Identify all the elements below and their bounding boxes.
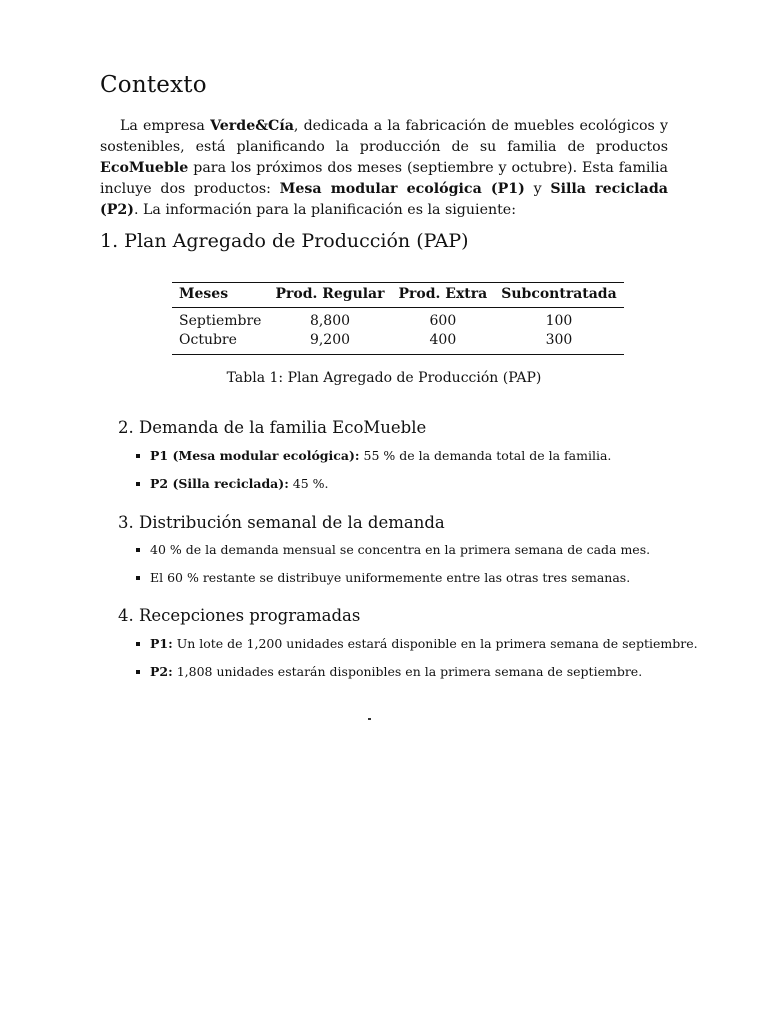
page-title: Contexto xyxy=(100,72,207,98)
item-text: 1,808 unidades estarán disponibles en la primera semana de septiembre. xyxy=(172,664,643,679)
stray-mark xyxy=(368,718,371,720)
table-header-row xyxy=(172,283,624,308)
item-label: P1 (Mesa modular ecológica): xyxy=(150,448,360,463)
table-header-cell: Prod. Extra xyxy=(392,283,495,308)
table-cell: 400 xyxy=(392,331,495,355)
item-label: P2 (Silla reciclada): xyxy=(150,476,289,491)
product-1-name: Mesa modular ecológica (P1) xyxy=(279,181,525,197)
product-2-name: Silla reciclada (P2) xyxy=(100,181,668,218)
intro-text-3: para los próximos dos meses (septiembre y octubre). Esta familia incluye dos productos: xyxy=(100,160,668,197)
list-item xyxy=(130,447,611,475)
item-text: 45 %. xyxy=(288,476,329,491)
table-row xyxy=(172,308,624,332)
intro-paragraph xyxy=(100,116,668,221)
section-2-heading: 2. Demanda de la familia EcoMueble xyxy=(118,418,427,437)
intro-text-2: , dedicada a la fabricación de muebles ecológicos y sostenibles, está planificando la producción de su familia de productos xyxy=(100,118,669,155)
item-text: 40 % de la demanda mensual se concentra en la primera semana de cada mes. xyxy=(150,542,651,557)
section-3-list xyxy=(130,541,650,597)
section-4-heading: 4. Recepciones programadas xyxy=(118,606,361,625)
item-label: P1: xyxy=(150,636,173,651)
section-4-list xyxy=(130,635,698,691)
table-header-cell: Meses xyxy=(172,283,268,308)
table-cell: Octubre xyxy=(172,331,268,355)
list-item xyxy=(130,663,698,691)
table-header-cell: Subcontratada xyxy=(494,283,623,308)
table-cell: 300 xyxy=(494,331,623,355)
table-cell: 9,200 xyxy=(268,331,391,355)
item-text: 55 % de la demanda total de la familia. xyxy=(359,448,612,463)
section-1-heading: 1. Plan Agregado de Producción (PAP) xyxy=(100,230,469,252)
section-3-heading: 3. Distribución semanal de la demanda xyxy=(118,513,445,532)
table-cell: 100 xyxy=(545,313,573,329)
item-text: Un lote de 1,200 unidades estará disponible en la primera semana de septiembre. xyxy=(172,636,698,651)
table-row xyxy=(172,331,624,355)
list-item xyxy=(130,569,650,597)
family-name: EcoMueble xyxy=(100,160,189,176)
table-cell: 600 xyxy=(429,313,457,329)
table-header-cell: Prod. Regular xyxy=(268,283,391,308)
table-caption: Tabla 1: Plan Agregado de Producción (PAP) xyxy=(226,370,542,386)
list-item xyxy=(130,475,611,503)
table-cell: Septiembre xyxy=(179,313,262,329)
section-2-list xyxy=(130,447,611,503)
pap-table xyxy=(172,282,624,355)
list-item xyxy=(130,541,650,569)
list-item xyxy=(130,635,698,663)
table-cell: 8,800 xyxy=(309,313,351,329)
intro-text-1: La empresa xyxy=(120,118,211,134)
intro-text-4: y xyxy=(524,181,551,197)
intro-text-5: . La información para la planificación es la siguiente: xyxy=(133,202,516,218)
item-text: El 60 % restante se distribuye uniformemente entre las otras tres semanas. xyxy=(150,570,631,585)
item-label: P2: xyxy=(150,664,173,679)
company-name: Verde&Cía xyxy=(210,118,294,134)
